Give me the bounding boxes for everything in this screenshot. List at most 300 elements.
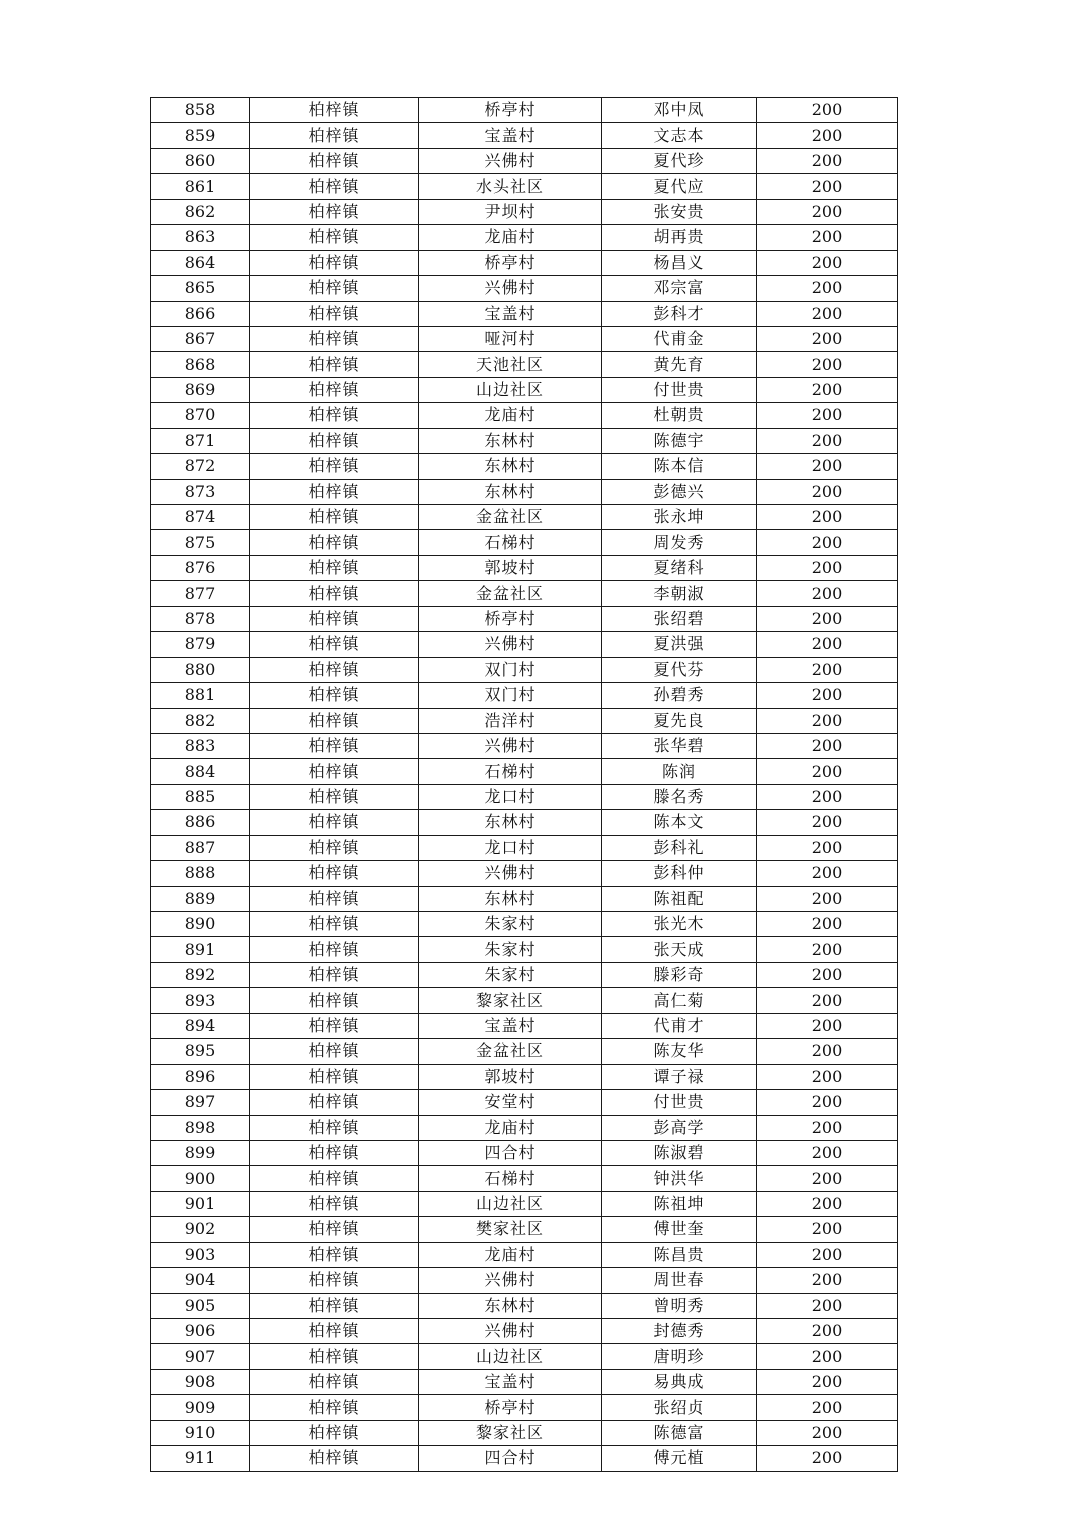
row-number: 886: [151, 810, 250, 835]
row-number: 897: [151, 1090, 250, 1115]
name-cell: 陈德宇: [602, 428, 757, 453]
amount-cell: 200: [757, 1395, 898, 1420]
row-number: 882: [151, 708, 250, 733]
town-cell: 柏梓镇: [250, 326, 419, 351]
village-cell: 四合村: [419, 1140, 602, 1165]
village-cell: 朱家村: [419, 912, 602, 937]
row-number: 889: [151, 886, 250, 911]
row-number: 891: [151, 937, 250, 962]
name-cell: 陈本信: [602, 454, 757, 479]
amount-cell: 200: [757, 1191, 898, 1216]
table-row: [151, 861, 898, 886]
name-cell: 滕彩奇: [602, 962, 757, 987]
village-cell: 龙庙村: [419, 1115, 602, 1140]
row-number: 901: [151, 1191, 250, 1216]
amount-cell: 200: [757, 505, 898, 530]
row-number: 900: [151, 1166, 250, 1191]
name-cell: 傅元植: [602, 1446, 757, 1471]
village-cell: 郭坡村: [419, 1064, 602, 1089]
row-number: 890: [151, 912, 250, 937]
name-cell: 张光木: [602, 912, 757, 937]
row-number: 867: [151, 326, 250, 351]
village-cell: 樊家社区: [419, 1217, 602, 1242]
table-row: [151, 1369, 898, 1394]
town-cell: 柏梓镇: [250, 1064, 419, 1089]
town-cell: 柏梓镇: [250, 530, 419, 555]
name-cell: 杨昌义: [602, 250, 757, 275]
name-cell: 李朝淑: [602, 581, 757, 606]
town-cell: 柏梓镇: [250, 505, 419, 530]
table-row: [151, 1293, 898, 1318]
town-cell: 柏梓镇: [250, 225, 419, 250]
town-cell: 柏梓镇: [250, 1191, 419, 1216]
village-cell: 桥亭村: [419, 98, 602, 123]
amount-cell: 200: [757, 1344, 898, 1369]
table-row: [151, 1420, 898, 1445]
row-number: 895: [151, 1039, 250, 1064]
table-row: [151, 352, 898, 377]
row-number: 868: [151, 352, 250, 377]
village-cell: 龙庙村: [419, 403, 602, 428]
town-cell: 柏梓镇: [250, 733, 419, 758]
name-cell: 彭科礼: [602, 835, 757, 860]
row-number: 862: [151, 199, 250, 224]
village-cell: 龙口村: [419, 784, 602, 809]
row-number: 904: [151, 1268, 250, 1293]
amount-cell: 200: [757, 98, 898, 123]
table-row: [151, 1242, 898, 1267]
amount-cell: 200: [757, 276, 898, 301]
name-cell: 曾明秀: [602, 1293, 757, 1318]
row-number: 865: [151, 276, 250, 301]
name-cell: 彭高学: [602, 1115, 757, 1140]
row-number: 899: [151, 1140, 250, 1165]
name-cell: 封德秀: [602, 1319, 757, 1344]
row-number: 859: [151, 123, 250, 148]
table-row: [151, 428, 898, 453]
name-cell: 钟洪华: [602, 1166, 757, 1191]
amount-cell: 200: [757, 988, 898, 1013]
name-cell: 陈润: [602, 759, 757, 784]
amount-cell: 200: [757, 1064, 898, 1089]
amount-cell: 200: [757, 912, 898, 937]
town-cell: 柏梓镇: [250, 352, 419, 377]
name-cell: 彭科才: [602, 301, 757, 326]
amount-cell: 200: [757, 1115, 898, 1140]
table-row: [151, 784, 898, 809]
village-cell: 浩洋村: [419, 708, 602, 733]
name-cell: 陈德富: [602, 1420, 757, 1445]
village-cell: 天池社区: [419, 352, 602, 377]
village-cell: 黎家社区: [419, 1420, 602, 1445]
table-row: [151, 225, 898, 250]
table-row: [151, 1090, 898, 1115]
village-cell: 石梯村: [419, 759, 602, 784]
table-row: [151, 98, 898, 123]
row-number: 887: [151, 835, 250, 860]
amount-cell: 200: [757, 123, 898, 148]
town-cell: 柏梓镇: [250, 657, 419, 682]
village-cell: 四合村: [419, 1446, 602, 1471]
table-row: [151, 530, 898, 555]
table-row: [151, 835, 898, 860]
village-cell: 东林村: [419, 886, 602, 911]
town-cell: 柏梓镇: [250, 581, 419, 606]
town-cell: 柏梓镇: [250, 1166, 419, 1191]
table-row: [151, 1268, 898, 1293]
row-number: 864: [151, 250, 250, 275]
amount-cell: 200: [757, 403, 898, 428]
amount-cell: 200: [757, 708, 898, 733]
amount-cell: 200: [757, 683, 898, 708]
table-row: [151, 174, 898, 199]
town-cell: 柏梓镇: [250, 1319, 419, 1344]
table-row: [151, 505, 898, 530]
amount-cell: 200: [757, 250, 898, 275]
amount-cell: 200: [757, 1420, 898, 1445]
town-cell: 柏梓镇: [250, 784, 419, 809]
row-number: 908: [151, 1369, 250, 1394]
village-cell: 桥亭村: [419, 250, 602, 275]
town-cell: 柏梓镇: [250, 1242, 419, 1267]
village-cell: 东林村: [419, 428, 602, 453]
row-number: 880: [151, 657, 250, 682]
amount-cell: 200: [757, 937, 898, 962]
amount-cell: 200: [757, 861, 898, 886]
amount-cell: 200: [757, 301, 898, 326]
row-number: 907: [151, 1344, 250, 1369]
table-row: [151, 1013, 898, 1038]
row-number: 892: [151, 962, 250, 987]
name-cell: 夏先良: [602, 708, 757, 733]
amount-cell: 200: [757, 886, 898, 911]
village-cell: 石梯村: [419, 530, 602, 555]
row-number: 875: [151, 530, 250, 555]
town-cell: 柏梓镇: [250, 835, 419, 860]
town-cell: 柏梓镇: [250, 301, 419, 326]
town-cell: 柏梓镇: [250, 810, 419, 835]
name-cell: 邓宗富: [602, 276, 757, 301]
table-row: [151, 581, 898, 606]
name-cell: 彭德兴: [602, 479, 757, 504]
row-number: 883: [151, 733, 250, 758]
name-cell: 唐明珍: [602, 1344, 757, 1369]
amount-cell: 200: [757, 657, 898, 682]
row-number: 860: [151, 148, 250, 173]
table-row: [151, 733, 898, 758]
table-row: [151, 606, 898, 631]
table-row: [151, 1446, 898, 1471]
town-cell: 柏梓镇: [250, 403, 419, 428]
name-cell: 黄先育: [602, 352, 757, 377]
name-cell: 孙碧秀: [602, 683, 757, 708]
row-number: 885: [151, 784, 250, 809]
amount-cell: 200: [757, 1090, 898, 1115]
amount-cell: 200: [757, 606, 898, 631]
amount-cell: 200: [757, 835, 898, 860]
village-cell: 东林村: [419, 1293, 602, 1318]
amount-cell: 200: [757, 1013, 898, 1038]
village-cell: 龙庙村: [419, 225, 602, 250]
table-row: [151, 555, 898, 580]
village-cell: 金盆社区: [419, 505, 602, 530]
amount-cell: 200: [757, 1039, 898, 1064]
row-number: 910: [151, 1420, 250, 1445]
row-number: 869: [151, 377, 250, 402]
name-cell: 夏洪强: [602, 632, 757, 657]
village-cell: 兴佛村: [419, 1268, 602, 1293]
village-cell: 水头社区: [419, 174, 602, 199]
amount-cell: 200: [757, 377, 898, 402]
amount-cell: 200: [757, 428, 898, 453]
row-number: 898: [151, 1115, 250, 1140]
table-row: [151, 1395, 898, 1420]
amount-cell: 200: [757, 352, 898, 377]
table-row: [151, 148, 898, 173]
village-cell: 金盆社区: [419, 1039, 602, 1064]
row-number: 881: [151, 683, 250, 708]
table-row: [151, 657, 898, 682]
table-row: [151, 810, 898, 835]
name-cell: 傅世奎: [602, 1217, 757, 1242]
row-number: 879: [151, 632, 250, 657]
name-cell: 夏绪科: [602, 555, 757, 580]
town-cell: 柏梓镇: [250, 276, 419, 301]
table-row: [151, 1166, 898, 1191]
row-number: 876: [151, 555, 250, 580]
town-cell: 柏梓镇: [250, 1090, 419, 1115]
village-cell: 龙口村: [419, 835, 602, 860]
row-number: 872: [151, 454, 250, 479]
row-number: 866: [151, 301, 250, 326]
table-row: [151, 1319, 898, 1344]
amount-cell: 200: [757, 530, 898, 555]
name-cell: 张绍贞: [602, 1395, 757, 1420]
row-number: 906: [151, 1319, 250, 1344]
village-cell: 兴佛村: [419, 276, 602, 301]
row-number: 893: [151, 988, 250, 1013]
name-cell: 张绍碧: [602, 606, 757, 631]
table-row: [151, 454, 898, 479]
table-row: [151, 912, 898, 937]
name-cell: 陈昌贵: [602, 1242, 757, 1267]
town-cell: 柏梓镇: [250, 708, 419, 733]
name-cell: 陈祖坤: [602, 1191, 757, 1216]
village-cell: 石梯村: [419, 1166, 602, 1191]
name-cell: 陈祖配: [602, 886, 757, 911]
name-cell: 夏代珍: [602, 148, 757, 173]
amount-cell: 200: [757, 1140, 898, 1165]
village-cell: 兴佛村: [419, 861, 602, 886]
name-cell: 高仁菊: [602, 988, 757, 1013]
table-row: [151, 1344, 898, 1369]
row-number: 896: [151, 1064, 250, 1089]
name-cell: 周世春: [602, 1268, 757, 1293]
table-row: [151, 632, 898, 657]
town-cell: 柏梓镇: [250, 1293, 419, 1318]
village-cell: 兴佛村: [419, 632, 602, 657]
amount-cell: 200: [757, 1242, 898, 1267]
amount-cell: 200: [757, 225, 898, 250]
town-cell: 柏梓镇: [250, 606, 419, 631]
village-cell: 双门村: [419, 683, 602, 708]
village-cell: 朱家村: [419, 937, 602, 962]
village-cell: 龙庙村: [419, 1242, 602, 1267]
amount-cell: 200: [757, 1268, 898, 1293]
name-cell: 代甫金: [602, 326, 757, 351]
village-cell: 兴佛村: [419, 733, 602, 758]
town-cell: 柏梓镇: [250, 1115, 419, 1140]
row-number: 858: [151, 98, 250, 123]
table-row: [151, 1064, 898, 1089]
amount-cell: 200: [757, 1293, 898, 1318]
town-cell: 柏梓镇: [250, 912, 419, 937]
village-cell: 双门村: [419, 657, 602, 682]
name-cell: 代甫才: [602, 1013, 757, 1038]
town-cell: 柏梓镇: [250, 555, 419, 580]
name-cell: 陈淑碧: [602, 1140, 757, 1165]
name-cell: 陈友华: [602, 1039, 757, 1064]
town-cell: 柏梓镇: [250, 98, 419, 123]
name-cell: 邓中凤: [602, 98, 757, 123]
town-cell: 柏梓镇: [250, 1344, 419, 1369]
name-cell: 陈本文: [602, 810, 757, 835]
row-number: 873: [151, 479, 250, 504]
village-cell: 山边社区: [419, 377, 602, 402]
name-cell: 付世贵: [602, 377, 757, 402]
town-cell: 柏梓镇: [250, 454, 419, 479]
beneficiary-table: [150, 97, 898, 1472]
town-cell: 柏梓镇: [250, 937, 419, 962]
town-cell: 柏梓镇: [250, 962, 419, 987]
row-number: 884: [151, 759, 250, 784]
town-cell: 柏梓镇: [250, 1013, 419, 1038]
town-cell: 柏梓镇: [250, 123, 419, 148]
village-cell: 黎家社区: [419, 988, 602, 1013]
name-cell: 杜朝贵: [602, 403, 757, 428]
amount-cell: 200: [757, 1446, 898, 1471]
name-cell: 周发秀: [602, 530, 757, 555]
row-number: 871: [151, 428, 250, 453]
town-cell: 柏梓镇: [250, 1217, 419, 1242]
village-cell: 桥亭村: [419, 1395, 602, 1420]
table-row: [151, 1191, 898, 1216]
village-cell: 尹坝村: [419, 199, 602, 224]
village-cell: 山边社区: [419, 1191, 602, 1216]
town-cell: 柏梓镇: [250, 1039, 419, 1064]
name-cell: 滕名秀: [602, 784, 757, 809]
row-number: 877: [151, 581, 250, 606]
village-cell: 朱家村: [419, 962, 602, 987]
table-row: [151, 1039, 898, 1064]
amount-cell: 200: [757, 632, 898, 657]
table-row: [151, 683, 898, 708]
town-cell: 柏梓镇: [250, 199, 419, 224]
town-cell: 柏梓镇: [250, 1446, 419, 1471]
town-cell: 柏梓镇: [250, 174, 419, 199]
row-number: 878: [151, 606, 250, 631]
amount-cell: 200: [757, 759, 898, 784]
name-cell: 张华碧: [602, 733, 757, 758]
table-row: [151, 326, 898, 351]
row-number: 888: [151, 861, 250, 886]
table-row: [151, 276, 898, 301]
amount-cell: 200: [757, 810, 898, 835]
town-cell: 柏梓镇: [250, 1268, 419, 1293]
table-row: [151, 301, 898, 326]
name-cell: 夏代应: [602, 174, 757, 199]
amount-cell: 200: [757, 581, 898, 606]
table-row: [151, 1115, 898, 1140]
name-cell: 张安贵: [602, 199, 757, 224]
amount-cell: 200: [757, 174, 898, 199]
name-cell: 张永坤: [602, 505, 757, 530]
town-cell: 柏梓镇: [250, 377, 419, 402]
town-cell: 柏梓镇: [250, 250, 419, 275]
village-cell: 兴佛村: [419, 148, 602, 173]
table-row: [151, 886, 898, 911]
name-cell: 胡再贵: [602, 225, 757, 250]
town-cell: 柏梓镇: [250, 759, 419, 784]
row-number: 863: [151, 225, 250, 250]
table-body: [151, 98, 898, 1472]
amount-cell: 200: [757, 1319, 898, 1344]
name-cell: 彭科仲: [602, 861, 757, 886]
village-cell: 桥亭村: [419, 606, 602, 631]
town-cell: 柏梓镇: [250, 632, 419, 657]
row-number: 903: [151, 1242, 250, 1267]
amount-cell: 200: [757, 454, 898, 479]
town-cell: 柏梓镇: [250, 428, 419, 453]
village-cell: 哑河村: [419, 326, 602, 351]
town-cell: 柏梓镇: [250, 479, 419, 504]
table-row: [151, 1217, 898, 1242]
amount-cell: 200: [757, 1217, 898, 1242]
table-row: [151, 403, 898, 428]
row-number: 909: [151, 1395, 250, 1420]
village-cell: 宝盖村: [419, 301, 602, 326]
town-cell: 柏梓镇: [250, 683, 419, 708]
table-row: [151, 199, 898, 224]
table-row: [151, 708, 898, 733]
row-number: 905: [151, 1293, 250, 1318]
name-cell: 谭子禄: [602, 1064, 757, 1089]
village-cell: 宝盖村: [419, 123, 602, 148]
table-row: [151, 759, 898, 784]
table-row: [151, 1140, 898, 1165]
village-cell: 东林村: [419, 810, 602, 835]
amount-cell: 200: [757, 1369, 898, 1394]
row-number: 902: [151, 1217, 250, 1242]
village-cell: 金盆社区: [419, 581, 602, 606]
amount-cell: 200: [757, 1166, 898, 1191]
village-cell: 宝盖村: [419, 1369, 602, 1394]
village-cell: 东林村: [419, 454, 602, 479]
amount-cell: 200: [757, 733, 898, 758]
town-cell: 柏梓镇: [250, 1395, 419, 1420]
town-cell: 柏梓镇: [250, 861, 419, 886]
village-cell: 郭坡村: [419, 555, 602, 580]
village-cell: 山边社区: [419, 1344, 602, 1369]
row-number: 894: [151, 1013, 250, 1038]
table-row: [151, 250, 898, 275]
village-cell: 宝盖村: [419, 1013, 602, 1038]
name-cell: 张天成: [602, 937, 757, 962]
table-row: [151, 937, 898, 962]
table-row: [151, 962, 898, 987]
name-cell: 文志本: [602, 123, 757, 148]
town-cell: 柏梓镇: [250, 148, 419, 173]
